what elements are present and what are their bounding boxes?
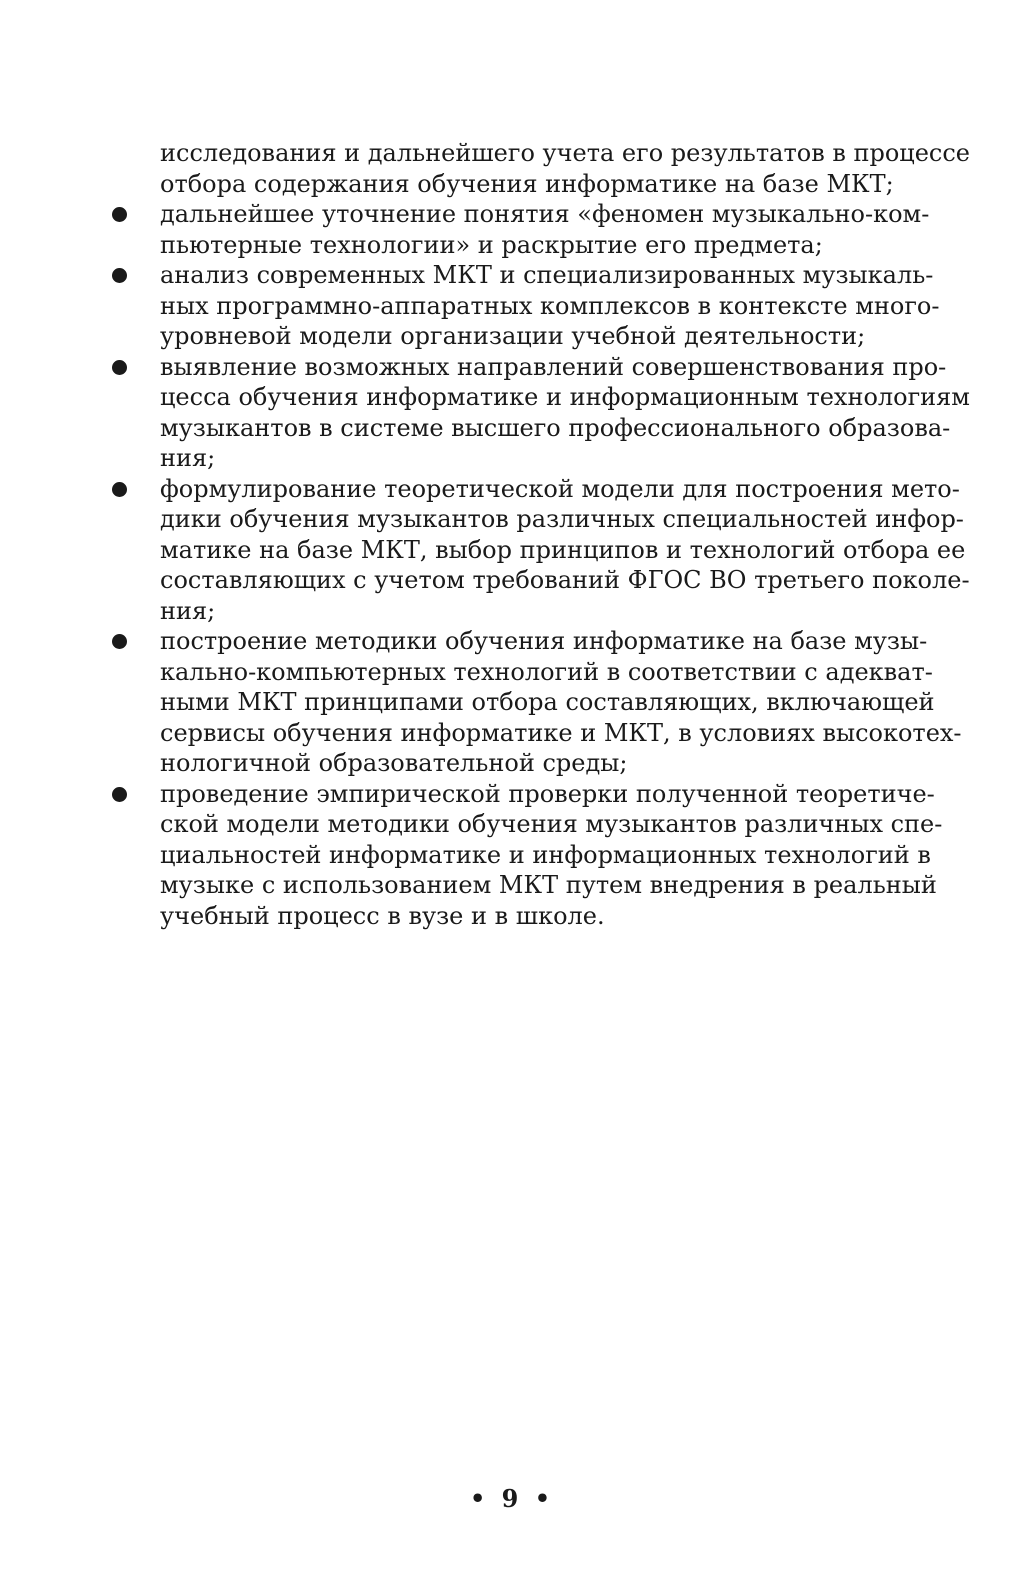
text-line: нологичной образовательной среды; — [160, 749, 628, 777]
text-line: ния; — [160, 596, 216, 625]
bullet-icon — [112, 268, 127, 283]
text-line: составляющих с учетом требований ФГОС ВО третьего поколе- — [160, 566, 970, 594]
text-line: отбора содержания обучения информатике на базе МКТ; — [160, 169, 894, 198]
intro-paragraph — [160, 138, 970, 199]
text-line: выявление возможных направлений совершенствования про- — [160, 352, 947, 381]
text-line: дальнейшее уточнение понятия «феномен музыкально-ком- — [160, 200, 930, 228]
text-line: анализ современных МКТ и специализированных музыкаль- — [160, 261, 934, 289]
bullet-icon — [112, 787, 127, 802]
list-item — [160, 474, 970, 627]
list-item — [160, 352, 970, 474]
text-line: ными МКТ принципами отбора составляющих, включающей — [160, 688, 935, 716]
body-text — [160, 138, 970, 931]
list-item — [160, 626, 962, 779]
text-line: уровневой модели организации учебной деятельности; — [160, 322, 866, 350]
text-line: построение методики обучения информатике на базе музы- — [160, 627, 928, 655]
text-line: музыкантов в системе высшего профессионального образова- — [160, 413, 951, 442]
bullet-icon — [112, 360, 127, 375]
text-line: проведение эмпирической проверки полученной теоретиче- — [160, 779, 935, 808]
text-line: ных программно-аппаратных комплексов в контексте много- — [160, 291, 940, 320]
text-line: сервисы обучения информатике и МКТ, в условиях высокотех- — [160, 718, 962, 747]
text-line: ской модели методики обучения музыкантов различных спе- — [160, 810, 943, 838]
list-item — [160, 199, 930, 260]
list-item — [160, 260, 940, 352]
text-line: циальностей информатике и информационных технологий в — [160, 840, 931, 869]
text-line: учебный процесс в вузе и в школе. — [160, 901, 605, 930]
text-line: дики обучения музыкантов различных специальностей инфор- — [160, 505, 964, 533]
page-number: • 9 • — [469, 1484, 555, 1513]
text-line: исследования и дальнейшего учета его результатов в процессе — [160, 139, 970, 167]
text-line: формулирование теоретической модели для построения мето- — [160, 474, 960, 503]
text-line: цесса обучения информатике и информационным технологиям — [160, 383, 970, 411]
bullet-icon — [112, 482, 127, 497]
text-line: матике на базе МКТ, выбор принципов и технологий отбора ее — [160, 535, 966, 564]
list-item — [160, 779, 943, 932]
text-line: пьютерные технологии» и раскрытие его предмета; — [160, 230, 823, 259]
text-line: ния; — [160, 444, 216, 472]
bullet-icon — [112, 207, 127, 222]
bullet-icon — [112, 634, 127, 649]
text-line: кально-компьютерных технологий в соответствии с адекват- — [160, 657, 933, 686]
bullet-list — [160, 199, 970, 931]
text-line: музыке с использованием МКТ путем внедрения в реальный — [160, 871, 937, 899]
